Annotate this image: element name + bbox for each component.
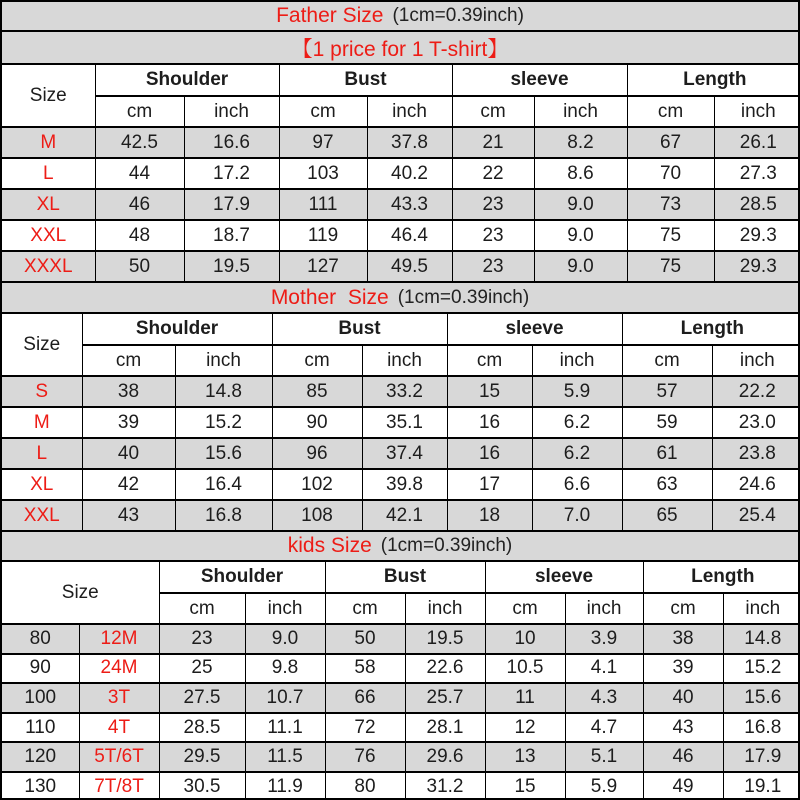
value-cell: 17 — [447, 469, 532, 500]
value-cell: 14.8 — [723, 624, 800, 654]
value-cell: 23 — [452, 220, 534, 251]
size-code-cell: 100 — [2, 683, 79, 713]
value-cell: 4.7 — [565, 713, 643, 743]
value-cell: 27.5 — [159, 683, 245, 713]
value-cell: 127 — [279, 251, 367, 282]
value-cell: 28.1 — [405, 713, 485, 743]
value-cell: 29.6 — [405, 742, 485, 772]
size-code-cell: 130 — [2, 772, 79, 800]
size-code-cell: 80 — [2, 624, 79, 654]
sleeve-column-header: sleeve — [447, 314, 622, 345]
price-note-text: 【1 price for 1 T-shirt】 — [291, 37, 509, 61]
shoulder-column-header: Shoulder — [82, 314, 272, 345]
size-cell: S — [2, 376, 82, 407]
value-cell: 63 — [622, 469, 712, 500]
value-cell: 5.1 — [565, 742, 643, 772]
value-cell: 33.2 — [362, 376, 447, 407]
value-cell: 16 — [447, 407, 532, 438]
value-cell: 31.2 — [405, 772, 485, 800]
value-cell: 39.8 — [362, 469, 447, 500]
value-cell: 9.0 — [534, 220, 627, 251]
value-cell: 4.3 — [565, 683, 643, 713]
bust-column-header: Bust — [325, 562, 485, 593]
value-cell: 6.6 — [532, 469, 622, 500]
shoulder-column-header: Shoulder — [95, 65, 279, 96]
unit-header-cm: cm — [279, 96, 367, 127]
value-cell: 16.4 — [175, 469, 272, 500]
unit-header-cm: cm — [447, 345, 532, 376]
father-section-title — [2, 2, 798, 32]
value-cell: 50 — [325, 624, 405, 654]
value-cell: 15.2 — [175, 407, 272, 438]
value-cell: 97 — [279, 127, 367, 158]
value-cell: 17.9 — [723, 742, 800, 772]
table-row — [2, 742, 800, 772]
kids-section-title — [2, 532, 798, 562]
size-column-header: Size — [2, 314, 82, 376]
table-row — [2, 220, 800, 251]
value-cell: 6.2 — [532, 407, 622, 438]
value-cell: 17.2 — [184, 158, 279, 189]
value-cell: 9.0 — [534, 189, 627, 220]
value-cell: 58 — [325, 654, 405, 684]
unit-header-cm: cm — [325, 593, 405, 624]
size-column-header: Size — [2, 65, 95, 127]
unit-header-inch: inch — [714, 96, 800, 127]
value-cell: 15.6 — [723, 683, 800, 713]
value-cell: 12 — [485, 713, 565, 743]
size-cell: XXXL — [2, 251, 95, 282]
value-cell: 42.1 — [362, 500, 447, 531]
value-cell: 15 — [447, 376, 532, 407]
value-cell: 76 — [325, 742, 405, 772]
value-cell: 37.4 — [362, 438, 447, 469]
value-cell: 29.3 — [714, 220, 800, 251]
value-cell: 108 — [272, 500, 362, 531]
table-row — [2, 407, 800, 438]
size-age-cell: 4T — [79, 713, 159, 743]
value-cell: 10.5 — [485, 654, 565, 684]
father-size-table — [2, 65, 800, 283]
value-cell: 9.8 — [245, 654, 325, 684]
value-cell: 59 — [622, 407, 712, 438]
unit-header-cm: cm — [272, 345, 362, 376]
value-cell: 65 — [622, 500, 712, 531]
mother-size-table — [2, 314, 800, 532]
value-cell: 67 — [627, 127, 714, 158]
value-cell: 103 — [279, 158, 367, 189]
value-cell: 22 — [452, 158, 534, 189]
value-cell: 49 — [643, 772, 723, 800]
value-cell: 102 — [272, 469, 362, 500]
value-cell: 18 — [447, 500, 532, 531]
unit-header-cm: cm — [622, 345, 712, 376]
sleeve-column-header: sleeve — [485, 562, 643, 593]
value-cell: 70 — [627, 158, 714, 189]
value-cell: 26.1 — [714, 127, 800, 158]
size-code-cell: 110 — [2, 713, 79, 743]
length-column-header: Length — [627, 65, 800, 96]
value-cell: 90 — [272, 407, 362, 438]
size-cell: M — [2, 127, 95, 158]
value-cell: 21 — [452, 127, 534, 158]
value-cell: 19.5 — [405, 624, 485, 654]
bust-column-header: Bust — [272, 314, 447, 345]
unit-header-inch: inch — [534, 96, 627, 127]
unit-header-inch: inch — [245, 593, 325, 624]
table-row — [2, 683, 800, 713]
size-column-header: Size — [2, 562, 159, 624]
value-cell: 39 — [643, 654, 723, 684]
value-cell: 23 — [452, 189, 534, 220]
unit-header-inch: inch — [184, 96, 279, 127]
value-cell: 18.7 — [184, 220, 279, 251]
mother-conversion-note: (1cm=0.39inch) — [397, 286, 530, 308]
value-cell: 25 — [159, 654, 245, 684]
value-cell: 40 — [82, 438, 175, 469]
table-row — [2, 251, 800, 282]
value-cell: 57 — [622, 376, 712, 407]
length-column-header: Length — [643, 562, 800, 593]
value-cell: 22.2 — [712, 376, 800, 407]
unit-header-cm: cm — [159, 593, 245, 624]
value-cell: 9.0 — [245, 624, 325, 654]
value-cell: 15.6 — [175, 438, 272, 469]
value-cell: 29.3 — [714, 251, 800, 282]
value-cell: 50 — [95, 251, 184, 282]
value-cell: 61 — [622, 438, 712, 469]
value-cell: 11 — [485, 683, 565, 713]
bust-column-header: Bust — [279, 65, 452, 96]
size-age-cell: 3T — [79, 683, 159, 713]
value-cell: 15.2 — [723, 654, 800, 684]
value-cell: 25.7 — [405, 683, 485, 713]
size-code-cell: 120 — [2, 742, 79, 772]
size-cell: XXL — [2, 500, 82, 531]
size-cell: L — [2, 158, 95, 189]
value-cell: 3.9 — [565, 624, 643, 654]
unit-header-inch: inch — [712, 345, 800, 376]
value-cell: 40 — [643, 683, 723, 713]
length-column-header: Length — [622, 314, 800, 345]
value-cell: 38 — [82, 376, 175, 407]
size-cell: XL — [2, 469, 82, 500]
value-cell: 16 — [447, 438, 532, 469]
value-cell: 5.9 — [565, 772, 643, 800]
value-cell: 49.5 — [367, 251, 452, 282]
kids-size-table — [2, 562, 800, 800]
value-cell: 11.1 — [245, 713, 325, 743]
unit-header-inch: inch — [175, 345, 272, 376]
value-cell: 10 — [485, 624, 565, 654]
value-cell: 14.8 — [175, 376, 272, 407]
table-row — [2, 158, 800, 189]
value-cell: 80 — [325, 772, 405, 800]
value-cell: 39 — [82, 407, 175, 438]
value-cell: 17.9 — [184, 189, 279, 220]
unit-header-cm: cm — [485, 593, 565, 624]
size-cell: L — [2, 438, 82, 469]
value-cell: 23 — [452, 251, 534, 282]
table-row — [2, 500, 800, 531]
value-cell: 38 — [643, 624, 723, 654]
value-cell: 25.4 — [712, 500, 800, 531]
table-row — [2, 438, 800, 469]
value-cell: 66 — [325, 683, 405, 713]
value-cell: 46 — [95, 189, 184, 220]
father-conversion-note: (1cm=0.39inch) — [392, 5, 524, 26]
size-age-cell: 7T/8T — [79, 772, 159, 800]
unit-header-cm: cm — [82, 345, 175, 376]
value-cell: 28.5 — [714, 189, 800, 220]
value-cell: 10.7 — [245, 683, 325, 713]
size-cell: XXL — [2, 220, 95, 251]
table-row — [2, 376, 800, 407]
value-cell: 44 — [95, 158, 184, 189]
value-cell: 15 — [485, 772, 565, 800]
size-cell: M — [2, 407, 82, 438]
unit-header-inch: inch — [362, 345, 447, 376]
price-note-bar — [2, 32, 798, 65]
table-row — [2, 624, 800, 654]
sleeve-column-header: sleeve — [452, 65, 627, 96]
shoulder-column-header: Shoulder — [159, 562, 325, 593]
unit-header-cm: cm — [452, 96, 534, 127]
unit-header-cm: cm — [643, 593, 723, 624]
value-cell: 23.0 — [712, 407, 800, 438]
value-cell: 19.5 — [184, 251, 279, 282]
value-cell: 72 — [325, 713, 405, 743]
value-cell: 42.5 — [95, 127, 184, 158]
value-cell: 85 — [272, 376, 362, 407]
value-cell: 23.8 — [712, 438, 800, 469]
father-title-text: Father Size — [276, 4, 384, 27]
unit-header-inch: inch — [367, 96, 452, 127]
kids-title-text: kids Size — [287, 534, 372, 557]
value-cell: 40.2 — [367, 158, 452, 189]
value-cell: 43.3 — [367, 189, 452, 220]
value-cell: 46.4 — [367, 220, 452, 251]
value-cell: 6.2 — [532, 438, 622, 469]
mother-title-text: Mother Size — [270, 285, 389, 309]
value-cell: 11.9 — [245, 772, 325, 800]
table-row — [2, 772, 800, 800]
size-age-cell: 24M — [79, 654, 159, 684]
table-row — [2, 469, 800, 500]
unit-header-inch: inch — [532, 345, 622, 376]
value-cell: 13 — [485, 742, 565, 772]
value-cell: 22.6 — [405, 654, 485, 684]
unit-header-inch: inch — [405, 593, 485, 624]
table-row — [2, 654, 800, 684]
size-age-cell: 12M — [79, 624, 159, 654]
size-cell: XL — [2, 189, 95, 220]
table-row — [2, 127, 800, 158]
unit-header-cm: cm — [627, 96, 714, 127]
value-cell: 7.0 — [532, 500, 622, 531]
mother-section-title — [2, 283, 798, 314]
value-cell: 43 — [82, 500, 175, 531]
value-cell: 37.8 — [367, 127, 452, 158]
value-cell: 96 — [272, 438, 362, 469]
value-cell: 9.0 — [534, 251, 627, 282]
value-cell: 4.1 — [565, 654, 643, 684]
value-cell: 19.1 — [723, 772, 800, 800]
size-age-cell: 5T/6T — [79, 742, 159, 772]
value-cell: 35.1 — [362, 407, 447, 438]
value-cell: 27.3 — [714, 158, 800, 189]
value-cell: 11.5 — [245, 742, 325, 772]
value-cell: 73 — [627, 189, 714, 220]
size-code-cell: 90 — [2, 654, 79, 684]
unit-header-inch: inch — [723, 593, 800, 624]
value-cell: 23 — [159, 624, 245, 654]
value-cell: 75 — [627, 220, 714, 251]
table-row — [2, 713, 800, 743]
value-cell: 8.6 — [534, 158, 627, 189]
value-cell: 119 — [279, 220, 367, 251]
value-cell: 111 — [279, 189, 367, 220]
value-cell: 46 — [643, 742, 723, 772]
value-cell: 16.6 — [184, 127, 279, 158]
value-cell: 8.2 — [534, 127, 627, 158]
kids-conversion-note: (1cm=0.39inch) — [380, 535, 513, 556]
value-cell: 30.5 — [159, 772, 245, 800]
value-cell: 28.5 — [159, 713, 245, 743]
unit-header-cm: cm — [95, 96, 184, 127]
value-cell: 48 — [95, 220, 184, 251]
unit-header-inch: inch — [565, 593, 643, 624]
value-cell: 43 — [643, 713, 723, 743]
table-row — [2, 189, 800, 220]
value-cell: 16.8 — [723, 713, 800, 743]
value-cell: 42 — [82, 469, 175, 500]
value-cell: 16.8 — [175, 500, 272, 531]
value-cell: 75 — [627, 251, 714, 282]
value-cell: 29.5 — [159, 742, 245, 772]
value-cell: 24.6 — [712, 469, 800, 500]
value-cell: 5.9 — [532, 376, 622, 407]
